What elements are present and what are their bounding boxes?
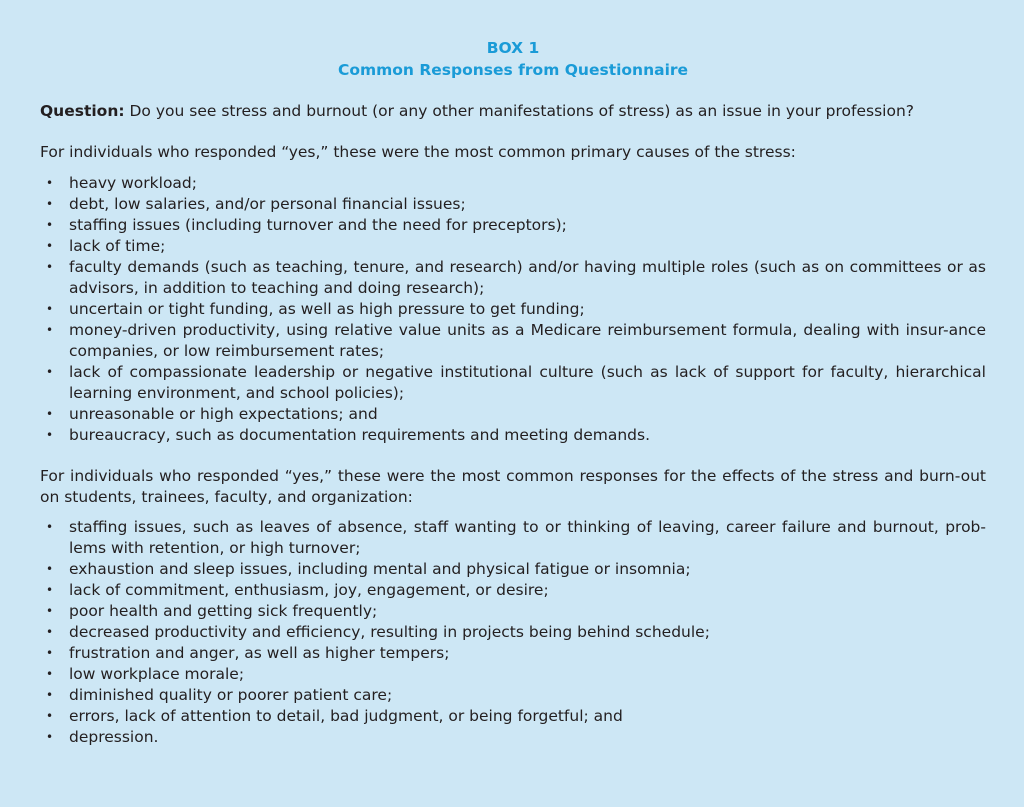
bullet-icon: • (46, 646, 54, 660)
list-item (40, 236, 986, 257)
causes-list (40, 173, 986, 446)
list-item-text: exhaustion and sleep issues, including mental and physical fatigue or insomnia; (69, 560, 691, 578)
bullet-icon: • (46, 730, 54, 744)
bullet-icon: • (46, 520, 54, 534)
list-item (40, 173, 986, 194)
bullet-icon: • (46, 197, 54, 211)
list-item (40, 622, 986, 643)
list-item (40, 320, 986, 362)
list-item-text: lack of commitment, enthusiasm, joy, engagement, or desire; (69, 581, 549, 599)
list-item (40, 580, 986, 601)
bullet-icon: • (46, 562, 54, 576)
list-item (40, 727, 986, 748)
list-item-text: faculty demands (such as teaching, tenure, and research) and/or having multiple roles (such as on committees or as advisors, in addition to teaching and doing research); (69, 258, 986, 297)
list-item (40, 601, 986, 622)
list-item-text: low workplace morale; (69, 665, 245, 683)
list-item-text: staffing issues, such as leaves of absence, staff wanting to or thinking of leaving, career failure and burnout, prob-lems with retention, or high turnover; (69, 518, 986, 557)
list-item-text: depression. (69, 728, 159, 746)
list-item (40, 559, 986, 580)
list-item-text: diminished quality or poorer patient care; (69, 686, 393, 704)
bullet-icon: • (46, 604, 54, 618)
bullet-icon: • (46, 260, 54, 274)
bullet-icon: • (46, 176, 54, 190)
list-item (40, 404, 986, 425)
list-item (40, 643, 986, 664)
list-item (40, 299, 986, 320)
list-item (40, 517, 986, 559)
list-item-text: poor health and getting sick frequently; (69, 602, 378, 620)
question-label: Question: (40, 102, 125, 120)
list-item-text: heavy workload; (69, 174, 197, 192)
list-item-text: staffing issues (including turnover and the need for preceptors); (69, 216, 567, 234)
bullet-icon: • (46, 667, 54, 681)
list-item-text: lack of time; (69, 237, 166, 255)
effects-intro: For individuals who responded “yes,” these were the most common responses for the effects of the stress and burn-out on students, trainees, faculty, and organization: (40, 467, 986, 506)
list-item (40, 257, 986, 299)
causes-intro: For individuals who responded “yes,” these were the most common primary causes of the stress: (40, 143, 796, 161)
list-item (40, 194, 986, 215)
bullet-icon: • (46, 407, 54, 421)
list-item-text: bureaucracy, such as documentation requirements and meeting demands. (69, 426, 651, 444)
list-item-text: money-driven productivity, using relative value units as a Medicare reimbursement formula, dealing with insur-ance companies, or low reimbursement rates; (69, 321, 986, 360)
bullet-icon: • (46, 302, 54, 316)
list-item-text: lack of compassionate leadership or negative institutional culture (such as lack of support for faculty, hierarchical learning environment, and school policies); (69, 363, 986, 402)
list-item-text: uncertain or tight funding, as well as high pressure to get funding; (69, 300, 585, 318)
list-item (40, 362, 986, 404)
bullet-icon: • (46, 625, 54, 639)
box-number: BOX 1 (486, 39, 540, 57)
bullet-icon: • (46, 218, 54, 232)
bullet-icon: • (46, 239, 54, 253)
list-item (40, 664, 986, 685)
bullet-icon: • (46, 688, 54, 702)
list-item-text: debt, low salaries, and/or personal financial issues; (69, 195, 466, 213)
list-item (40, 425, 986, 446)
bullet-icon: • (46, 323, 54, 337)
question-paragraph (40, 101, 986, 122)
bullet-icon: • (46, 365, 54, 379)
question-text: Do you see stress and burnout (or any other manifestations of stress) as an issue in your profession? (124, 102, 915, 120)
bullet-icon: • (46, 583, 54, 597)
list-item (40, 685, 986, 706)
effects-list (40, 517, 986, 748)
list-item (40, 215, 986, 236)
list-item-text: frustration and anger, as well as higher tempers; (69, 644, 450, 662)
list-item-text: unreasonable or high expectations; and (69, 405, 378, 423)
box-title: Common Responses from Questionnaire (337, 61, 689, 79)
bullet-icon: • (46, 428, 54, 442)
list-item-text: decreased productivity and efficiency, resulting in projects being behind schedule; (69, 623, 710, 641)
list-item (40, 706, 986, 727)
list-item-text: errors, lack of attention to detail, bad judgment, or being forgetful; and (69, 707, 623, 725)
bullet-icon: • (46, 709, 54, 723)
